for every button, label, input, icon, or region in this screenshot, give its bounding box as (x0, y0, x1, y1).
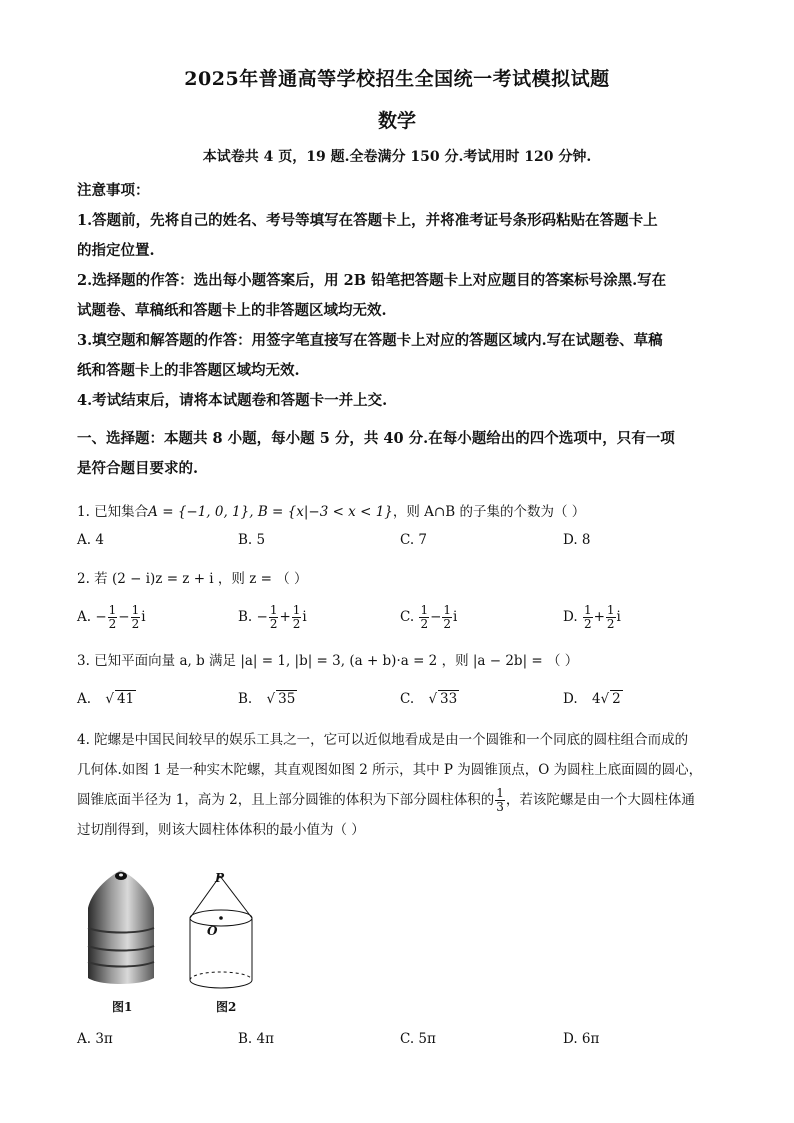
section-line: 一、选择题：本题共 8 小题，每小题 5 分，共 40 分.在每小题给出的四个选项中，只有一项 (77, 430, 675, 447)
fraction: $\frac{1}{2}$ (269, 603, 278, 631)
instructions (77, 176, 717, 416)
q3-option-d: D. 4√ 2 (563, 691, 621, 707)
fraction: $\frac{1}{2}$ (420, 603, 429, 631)
sign: − (118, 609, 130, 625)
instruction-line: 1.答题前，先将自己的姓名、考号等填写在答题卡上，并将准考证号条形码粘贴在答题卡上 (77, 212, 658, 229)
q4-option-a: A. 3π (77, 1031, 113, 1047)
cone-cylinder-diagram (180, 868, 280, 998)
option-label: D. (563, 609, 578, 625)
fraction: $\frac{1}{3}$ (496, 786, 504, 814)
q4-option-c: C. 5π (400, 1031, 436, 1047)
option-label: C. (400, 609, 415, 625)
question-2: 2. 若 (2 − i)z = z + i ，则 z = （ ） (77, 571, 308, 587)
q1-suffix: ，则 A∩B 的子集的个数为（ ） (392, 504, 586, 520)
sign: − (430, 609, 442, 625)
fraction: $\frac{1}{2}$ (443, 603, 452, 631)
imag-unit: i (302, 609, 307, 625)
question-4 (77, 725, 717, 845)
fraction: $\frac{1}{2}$ (131, 603, 140, 631)
radicand: 41 (116, 691, 135, 707)
q3-option-c: C. √ 33 (400, 691, 458, 707)
imag-unit: i (616, 609, 621, 625)
sign: + (279, 609, 291, 625)
instruction-line: 4.考试结束后，请将本试题卷和答题卡一并上交. (77, 392, 388, 409)
q1-option-a: A. 4 (77, 532, 104, 548)
instruction-line: 的指定位置. (77, 242, 155, 259)
q4-line: 过切削得到，则该大圆柱体体积的最小值为（ ） (77, 822, 365, 838)
instructions-heading: 注意事项： (77, 182, 150, 199)
q4-line: 圆锥底面半径为 1，高为 2，且上部分圆锥的体积为下部分圆柱体积的 $\frac{1}{3}$ ，若该陀螺是由一个大圆柱体通 (77, 786, 695, 814)
radicand: 35 (278, 691, 296, 707)
figure-2-caption: 图2 (216, 1000, 237, 1014)
sign: + (593, 609, 605, 625)
instruction-line: 纸和答题卡上的非答题区域均无效. (77, 362, 300, 379)
option-label: B. (238, 691, 253, 707)
q4-line: 4. 陀螺是中国民间较早的娱乐工具之一，它可以近似地看成是由一个圆锥和一个同底的圆柱组合而成的 (77, 732, 689, 748)
imag-unit: i (141, 609, 146, 625)
radicand: 33 (440, 691, 458, 707)
fraction: $\frac{1}{2}$ (108, 603, 117, 631)
option-label: D. (563, 691, 578, 707)
sign: − (95, 609, 107, 625)
q3-option-b: B. √ 35 (238, 691, 296, 707)
option-label: A. (77, 609, 92, 625)
fraction: $\frac{1}{2}$ (292, 603, 301, 631)
q4-line: 几何体.如图 1 是一种实木陀螺，其直观图如图 2 所示，其中 P 为圆锥顶点，O 为圆柱上底面圆的圆心， (77, 762, 703, 778)
point-o-label: O (207, 924, 218, 938)
instruction-line: 3.填空题和解答题的作答：用签字笔直接写在答题卡上对应的答题区域内.写在试题卷、草稿 (77, 332, 663, 349)
q1-sets: A = {−1, 0, 1}, B = {x|−3 < x < 1} (148, 504, 393, 520)
radicand: 2 (612, 691, 621, 707)
instruction-line: 试题卷、草稿纸和答题卡上的非答题区域均无效. (77, 302, 387, 319)
q1-prefix: 1. 已知集合 (77, 504, 149, 520)
q1-option-d: D. 8 (563, 532, 591, 548)
coefficient: 4 (591, 691, 601, 707)
point-p-label: P (215, 871, 225, 885)
section-heading (77, 424, 717, 484)
fraction: $\frac{1}{2}$ (583, 603, 592, 631)
q2-option-a (77, 604, 146, 631)
subject-title: 数学 (377, 110, 416, 132)
q4-option-b: B. 4π (238, 1031, 274, 1047)
spinning-top-photo (80, 868, 162, 992)
section-line: 是符合题目要求的. (77, 460, 199, 477)
question-1 (77, 500, 585, 520)
exam-title: 2025年普通高等学校招生全国统一考试模拟试题 (184, 68, 610, 90)
exam-info: 本试卷共 4 页，19 题.全卷满分 150 分.考试用时 120 分钟. (202, 149, 592, 165)
fraction: $\frac{1}{2}$ (606, 603, 615, 631)
question-3: 3. 已知平面向量 a, b 满足 |a| = 1, |b| = 3, (a + b)·a = 2 ，则 |a − 2b| = （ ） (77, 653, 579, 669)
option-label: B. (238, 609, 253, 625)
option-label: C. (400, 691, 415, 707)
q2-option-c (400, 604, 457, 631)
sign: − (256, 609, 268, 625)
option-label: A. (77, 691, 92, 707)
imag-unit: i (453, 609, 458, 625)
q1-option-b: B. 5 (238, 532, 266, 548)
figure-1-caption: 图1 (112, 1000, 133, 1014)
instruction-line: 2.选择题的作答：选出每小题答案后，用 2B 铅笔把答题卡上对应题目的答案标号涂黑.写在 (77, 272, 667, 289)
q2-option-d (563, 604, 621, 631)
q2-option-b (238, 604, 307, 631)
q4-option-d: D. 6π (563, 1031, 600, 1047)
q3-option-a: A. √ 41 (77, 691, 135, 707)
q1-option-c: C. 7 (400, 532, 428, 548)
